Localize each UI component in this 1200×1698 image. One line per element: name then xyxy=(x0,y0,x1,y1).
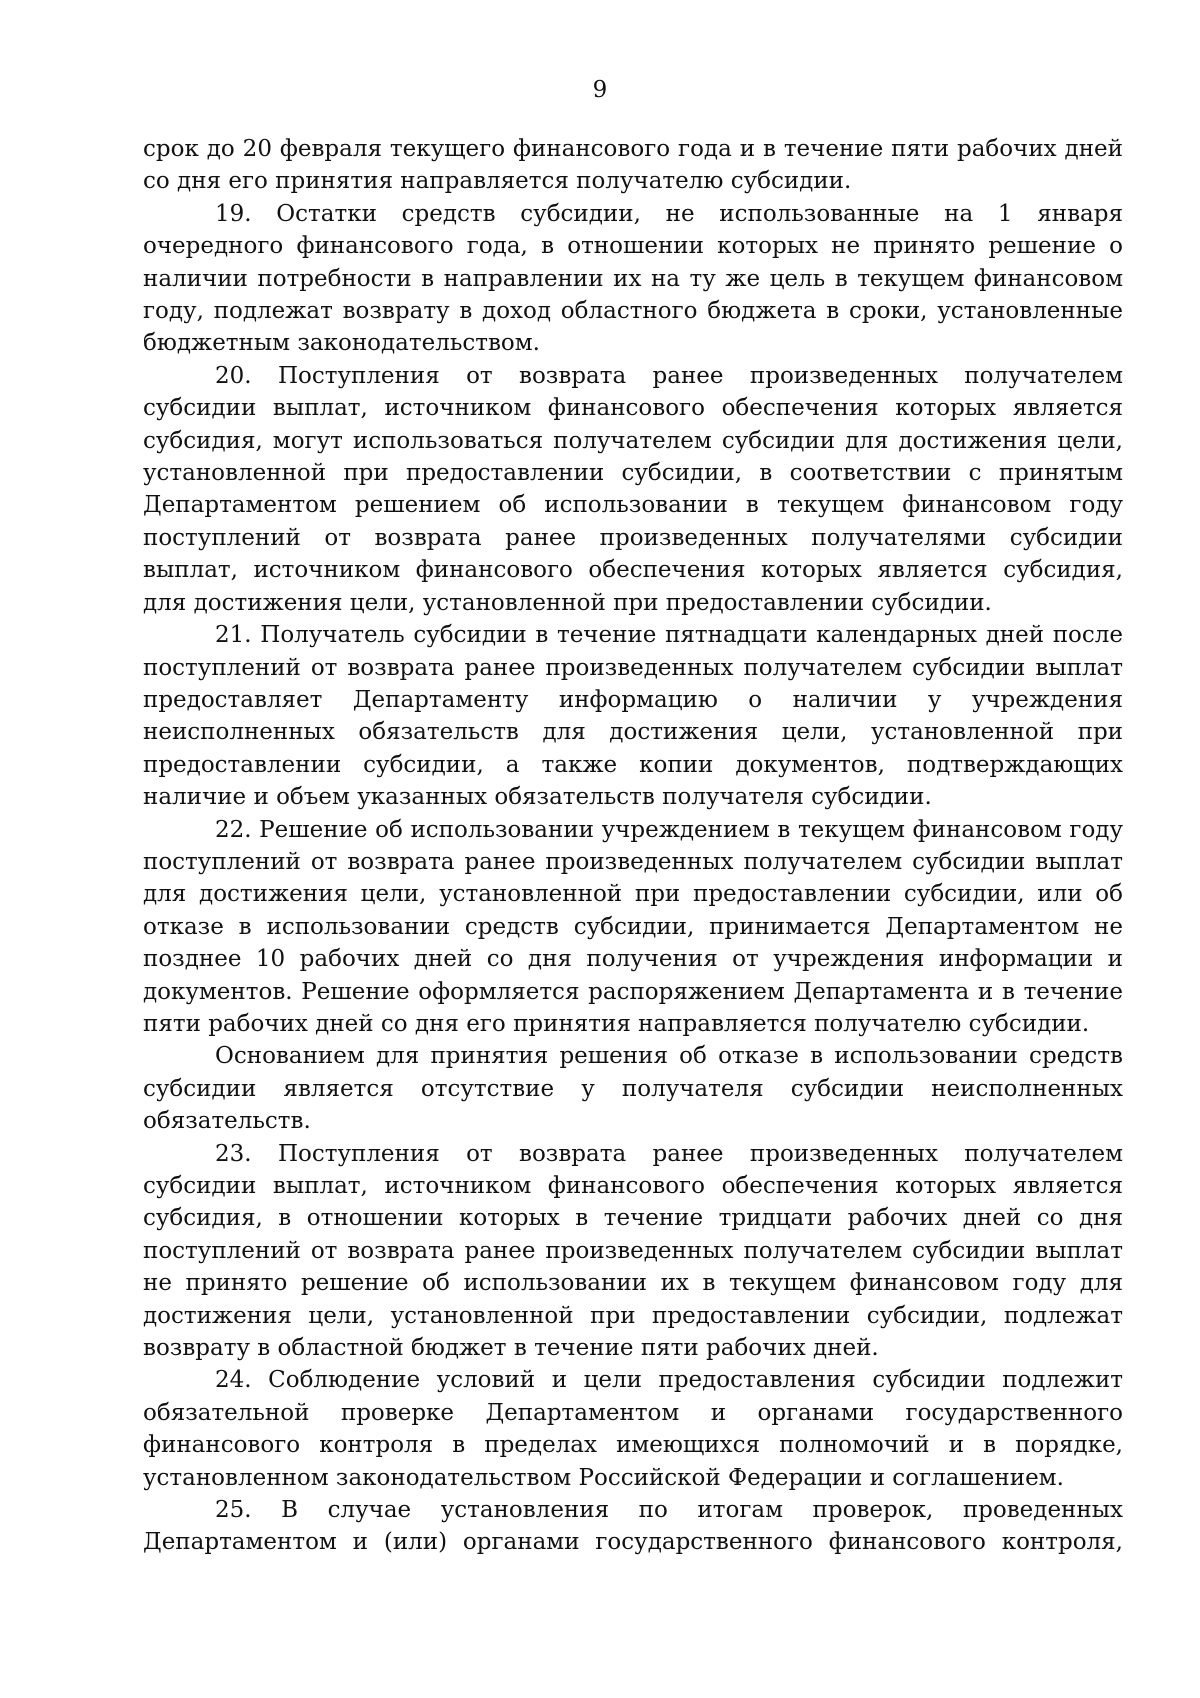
paragraph-item-24: 24. Соблюдение условий и цели предоставления субсидии подлежит обязательной проверке Департаментом и органами государственного финансового контроля в пределах имеющихся полномочий и в порядке, установленном законодательством Российской Федерации и соглашением. xyxy=(143,1367,1123,1491)
paragraph-continuation: срок до 20 февраля текущего финансового года и в течение пяти рабочих дней со дня его принятия направляется получателю субсидии. xyxy=(143,136,1123,195)
paragraph-item-25: 25. В случае установления по итогам проверок, проведенных Департаментом и (или) органами государственного финансового контроля, xyxy=(143,1497,1123,1556)
document-body xyxy=(143,133,1123,1559)
paragraph-item-20: 20. Поступления от возврата ранее произведенных получателем субсидии выплат, источником финансового обеспечения которых является субсидия, могут использоваться получателем субсидии для достижения цели, установленной при предоставлении субсидии, в соответствии с принятым Департаментом решением об использовании в текущем финансовом году поступлений от возврата ранее произведенных получателями субсидии выплат, источником финансового обеспечения которых является субсидия, для достижения цели, установленной при предоставлении субсидии. xyxy=(143,362,1123,616)
page-number: 9 xyxy=(592,77,608,103)
paragraph-refusal-basis: Основанием для принятия решения об отказе в использовании средств субсидии является отсутствие у получателя субсидии неисполненных обязательств. xyxy=(143,1043,1123,1135)
paragraph-item-19: 19. Остатки средств субсидии, не использованные на 1 января очередного финансового года, в отношении которых не принято решение о наличии потребности в направлении их на ту же цель в текущем финансовом году, подлежат возврату в доход областного бюджета в сроки, установленные бюджетным законодательством. xyxy=(143,200,1123,357)
paragraph-item-23: 23. Поступления от возврата ранее произведенных получателем субсидии выплат, источником финансового обеспечения которых является субсидия, в отношении которых в течение тридцати рабочих дней со дня поступлений от возврата ранее произведенных получателем субсидии выплат не принято решение об использовании их в текущем финансовом году для достижения цели, установленной при предоставлении субсидии, подлежат возврату в областной бюджет в течение пяти рабочих дней. xyxy=(143,1140,1123,1362)
paragraph-item-22: 22. Решение об использовании учреждением в текущем финансовом году поступлений от возврата ранее произведенных получателем субсидии выплат для достижения цели, установленной при предоставлении субсидии, или об отказе в использовании средств субсидии, принимается Департаментом не позднее 10 рабочих дней со дня получения от учреждения информации и документов. Решение оформляется распоряжением Департамента и в течение пяти рабочих дней со дня его принятия направляется получателю субсидии. xyxy=(143,816,1123,1037)
paragraph-item-21: 21. Получатель субсидии в течение пятнадцати календарных дней после поступлений от возврата ранее произведенных получателем субсидии выплат предоставляет Департаменту информацию о наличии у учреждения неисполненных обязательств для достижения цели, установленной при предоставлении субсидии, а также копии документов, подтверждающих наличие и объем указанных обязательств получателя субсидии. xyxy=(143,622,1123,811)
